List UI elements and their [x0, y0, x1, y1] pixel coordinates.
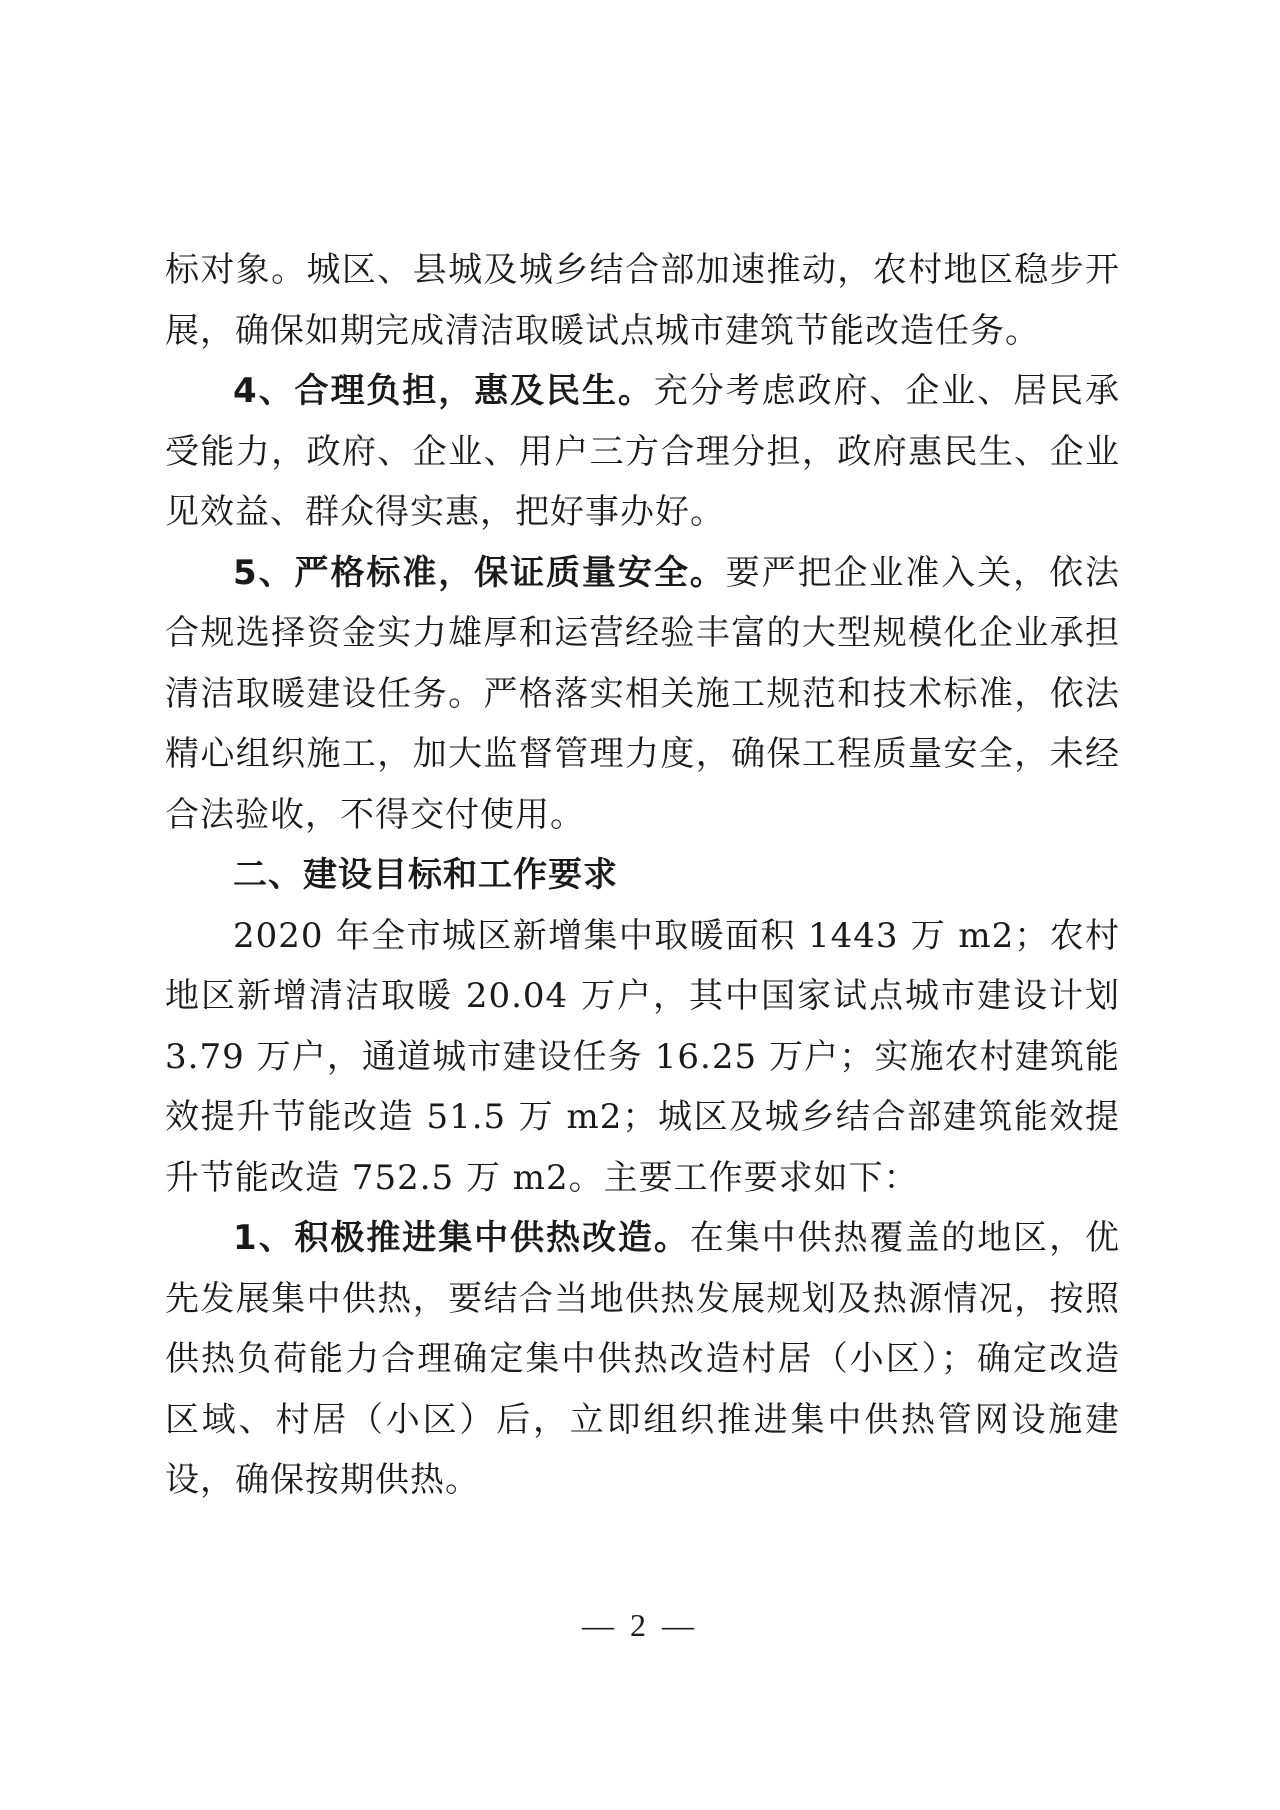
- paragraph-lead: 4、合理负担，惠及民生。: [233, 371, 654, 411]
- paragraph-text: 要严把企业准入关，依法合规选择资金实力雄厚和运营经验丰富的大型规模化企业承担清洁取暖建设任务。严格落实相关施工规范和技术标准，依法精心组织施工，加大监督管理力度，确保工程质量安全，未经合法验收，不得交付使用。: [165, 552, 1121, 835]
- paragraph-central-heating: [165, 1208, 1120, 1511]
- document-body: [165, 240, 1120, 1511]
- paragraph-strict-standards: [165, 543, 1120, 846]
- section-heading: 二、建设目标和工作要求: [233, 855, 618, 895]
- paragraph-text: 在集中供热覆盖的地区，优先发展集中供热，要结合当地供热发展规划及热源情况，按照供热负荷能力合理确定集中供热改造村居（小区）；确定改造区域、村居（小区）后，立即组织推进集中供热管网设施建设，确保按期供热。: [165, 1218, 1120, 1500]
- paragraph-lead: 1、积极推进集中供热改造。: [233, 1218, 690, 1258]
- paragraph-continuation: [165, 240, 1120, 361]
- paragraph-text: 充分考虑政府、企业、居民承受能力，政府、企业、用户三方合理分担，政府惠民生、企业见效益、群众得实惠，把好事办好。: [165, 371, 1120, 532]
- paragraph-lead: 5、严格标准，保证质量安全。: [233, 552, 726, 593]
- paragraph-reasonable-burden: [165, 361, 1120, 543]
- page-number: — 2 —: [582, 1607, 698, 1643]
- paragraph-text: 2020 年全市城区新增集中取暖面积 1443 万 m2；农村地区新增清洁取暖 20.04 万户，其中国家试点城市建设计划 3.79 万户，通道城市建设任务 16.25 万户；实施农村建筑能效提升节能改造 51.5 万 m2；城区及城乡结合部建筑能效提升节能改造 752.5 万 m2。主要工作要求如下：: [165, 915, 1120, 1198]
- paragraph-targets: [165, 906, 1120, 1209]
- paragraph-text: 标对象。城区、县城及城乡结合部加速推动，农村地区稳步开展，确保如期完成清洁取暖试点城市建筑节能改造任务。: [165, 250, 1120, 351]
